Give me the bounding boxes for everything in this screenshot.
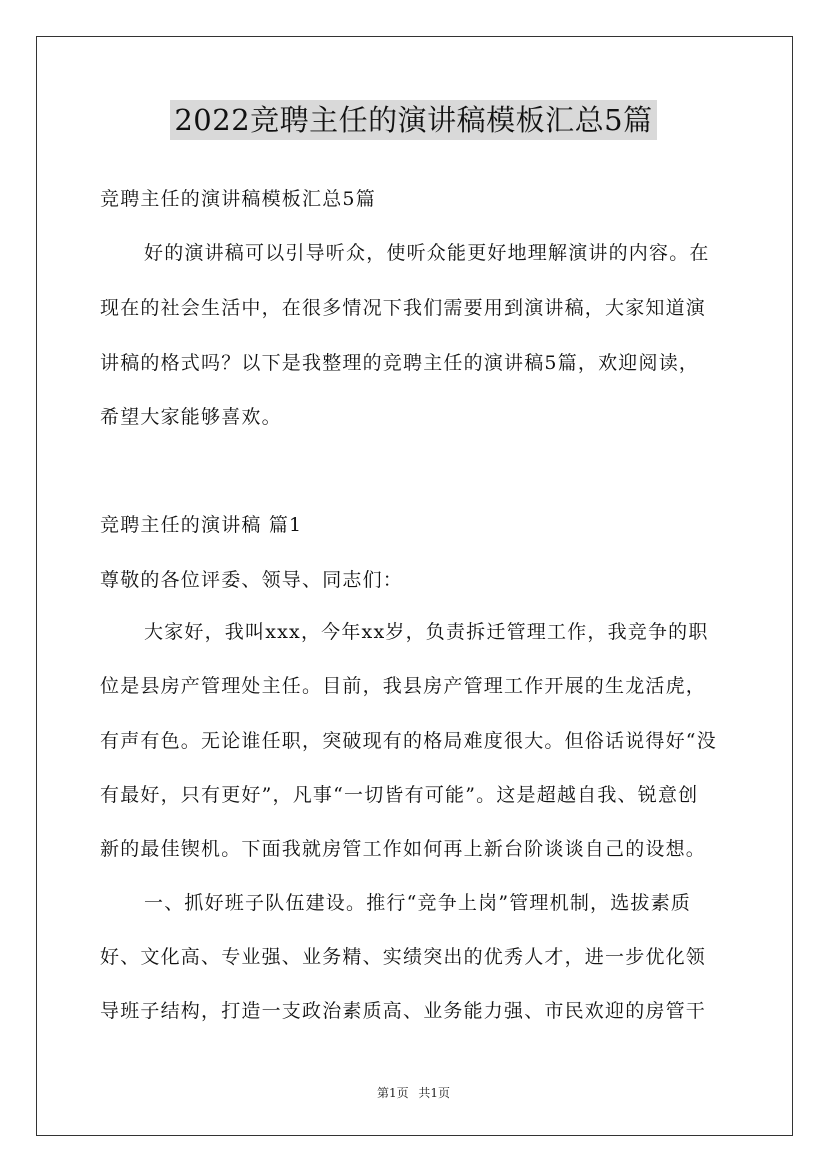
paragraph-line: 一、抓好班子队伍建设。推行“竞争上岗”管理机制，选拔素质: [144, 892, 692, 914]
page-footer: [0, 1084, 827, 1101]
page-number: 第1页: [376, 1086, 409, 1100]
document-title: 2022竞聘主任的演讲稿模板汇总5篇: [170, 100, 656, 140]
paragraph-line: 讲稿的格式吗？以下是我整理的竞聘主任的演讲稿5篇，欢迎阅读，: [100, 352, 700, 374]
paragraph-line: 有最好，只有更好”，凡事“一切皆有可能”。这是超越自我、锐意创: [100, 784, 699, 806]
paragraph-line: 好、文化高、专业强、业务精、实绩突出的优秀人才，进一步优化领: [100, 946, 707, 968]
section-heading: 竞聘主任的演讲稿 篇1: [100, 514, 303, 536]
subtitle-line: 竞聘主任的演讲稿模板汇总5篇: [100, 188, 376, 210]
paragraph-line: 现在的社会生活中，在很多情况下我们需要用到演讲稿，大家知道演: [100, 297, 707, 319]
paragraph-line: 大家好，我叫xxx，今年xx岁，负责拆迁管理工作，我竞争的职: [144, 621, 709, 643]
paragraph-line: 导班子结构，打造一支政治素质高、业务能力强、市民欢迎的房管干: [100, 1000, 707, 1022]
paragraph-line: 希望大家能够喜欢。: [100, 406, 282, 428]
paragraph-line: 有声有色。无论谁任职，突破现有的格局难度很大。但俗话说得好“没: [100, 730, 717, 752]
paragraph-line: 好的演讲稿可以引导听众，使听众能更好地理解演讲的内容。在: [144, 242, 710, 264]
title-container: [0, 100, 827, 140]
salutation-line: 尊敬的各位评委、领导、同志们：: [100, 569, 404, 591]
paragraph-line: 新的最佳锲机。下面我就房管工作如何再上新台阶谈谈自己的设想。: [100, 838, 707, 860]
paragraph-line: 位是县房产管理处主任。目前，我县房产管理工作开展的生龙活虎，: [100, 675, 707, 697]
page-total: 共1页: [418, 1086, 451, 1100]
